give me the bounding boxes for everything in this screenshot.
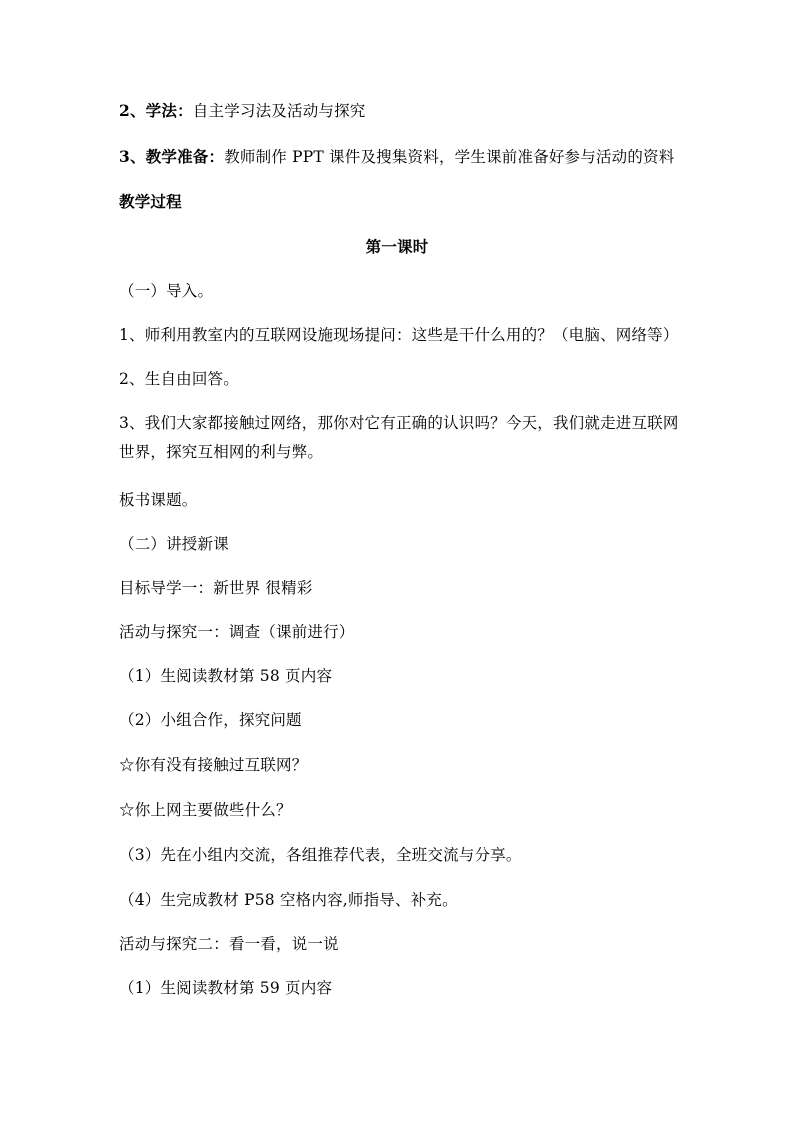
teaching-prep-line <box>119 143 689 171</box>
paragraph-line: 板书课题。 <box>119 491 198 509</box>
paragraph-line: 活动与探究二：看一看，说一说 <box>119 935 339 953</box>
paragraph-line: （3）先在小组内交流，各组推荐代表，全班交流与分享。 <box>119 846 522 864</box>
paragraph-line: 1、师利用教室内的互联网设施现场提问：这些是干什么用的？（电脑、网络等） <box>119 326 679 344</box>
lesson-title: 第一课时 <box>365 237 429 256</box>
section-intro: （一）导入。 <box>119 282 214 300</box>
teaching-prep-label: 3、教学准备： <box>119 147 225 166</box>
learning-method-line <box>119 97 689 125</box>
paragraph-line: （1）生阅读教材第 58 页内容 <box>119 667 333 685</box>
paragraph-line: （1）生阅读教材第 59 页内容 <box>119 979 333 997</box>
paragraph-line: （4）生完成教材 P58 空格内容,师指导、补充。 <box>119 891 458 909</box>
paragraph-line: 活动与探究一：调查（课前进行） <box>119 623 355 641</box>
paragraph-line: （2）小组合作，探究问题 <box>119 711 302 729</box>
paragraph-line: 目标导学一：新世界 很精彩 <box>119 579 313 597</box>
paragraph-line: 3、我们大家都接触过网络，那你对它有正确的认识吗？今天，我们就走进互联网世界，探究互相网的利与弊。 <box>119 414 679 461</box>
learning-method-label: 2、学法： <box>119 101 193 120</box>
learning-method-text: 自主学习法及活动与探究 <box>192 102 366 120</box>
teaching-prep-text: 教师制作 PPT 课件及搜集资料，学生课前准备好参与活动的资料 <box>224 148 675 166</box>
paragraph-line: 2、生自由回答。 <box>119 370 239 388</box>
process-heading: 教学过程 <box>119 192 182 211</box>
section-new-lesson: （二）讲授新课 <box>119 535 229 553</box>
paragraph-line: ☆你上网主要做些什么？ <box>119 801 292 819</box>
paragraph-line: ☆你有没有接触过互联网？ <box>119 756 308 774</box>
